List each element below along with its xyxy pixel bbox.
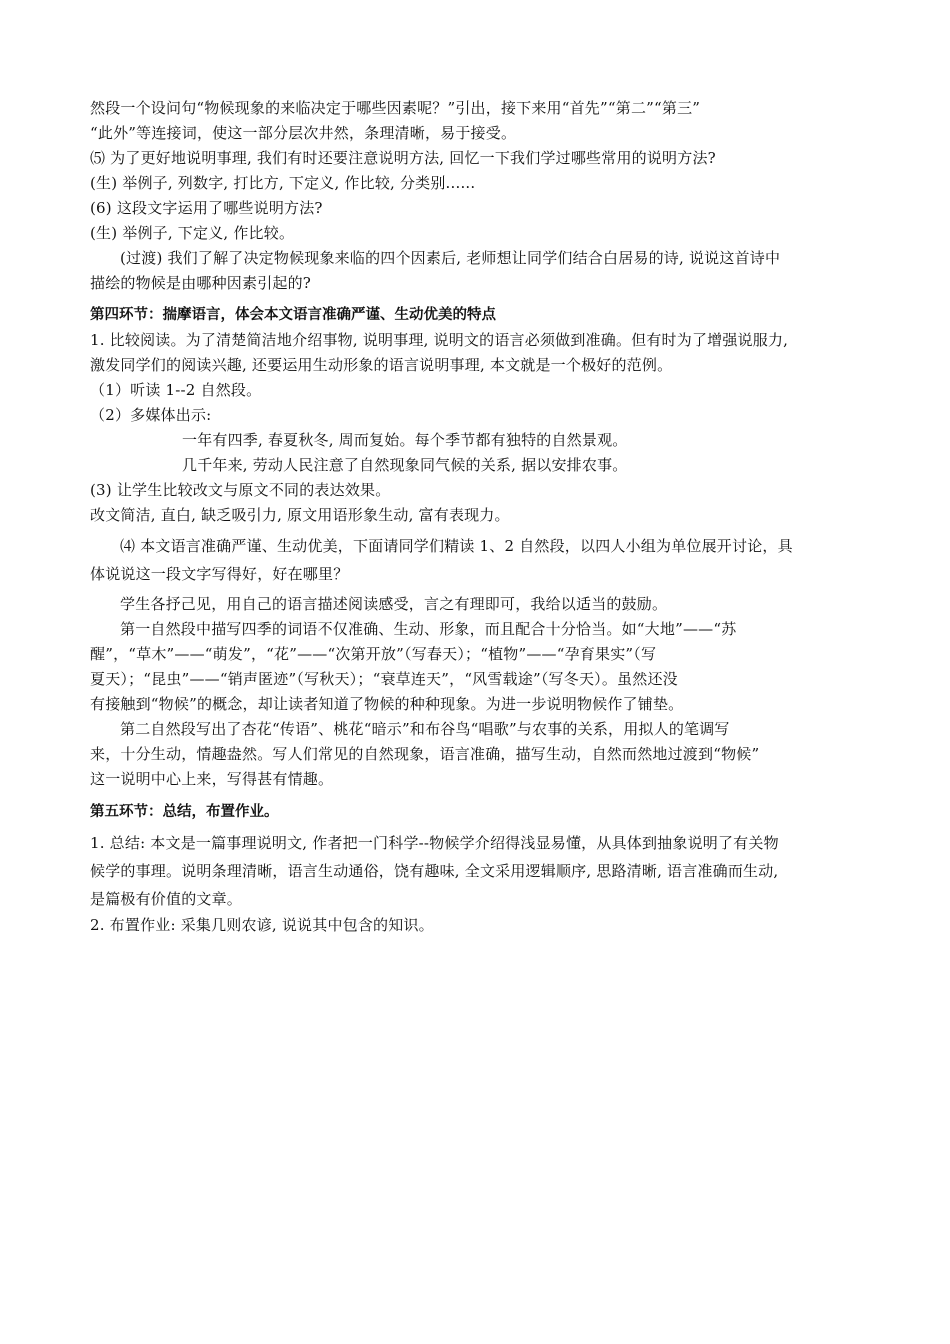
paragraph-line: 1. 总结: 本文是一篇事理说明文, 作者把一门科学--物候学介绍得浅显易懂，从具体到抽象说明了有关物 bbox=[90, 834, 779, 852]
transition-line: 描绘的物候是由哪种因素引起的? bbox=[90, 274, 312, 292]
paragraph-line: 是篇极有价值的文章。 bbox=[90, 890, 243, 908]
list-item: （1）听读 1--2 自然段。 bbox=[90, 381, 262, 399]
list-item: (3) 让学生比较改文与原文不同的表达效果。 bbox=[90, 481, 391, 499]
document-page bbox=[90, 96, 862, 938]
quoted-text-line: 一年有四季, 春夏秋冬, 周而复始。每个季节都有独特的自然景观。 bbox=[182, 431, 628, 449]
list-item: （2）多媒体出示: bbox=[90, 406, 212, 424]
paragraph-line: 然段一个设问句“物候现象的来临决定于哪些因素呢？”引出，接下来用“首先”“第二”“第三” bbox=[90, 99, 701, 117]
paragraph-line: 学生各抒己见，用自己的语言描述阅读感受，言之有理即可，我给以适当的鼓励。 bbox=[120, 595, 668, 613]
transition-line: (过渡) 我们了解了决定物候现象来临的四个因素后, 老师想让同学们结合白居易的诗, 说说这首诗中 bbox=[120, 249, 781, 267]
paragraph-line: 2. 布置作业: 采集几则农谚, 说说其中包含的知识。 bbox=[90, 916, 434, 934]
paragraph-line: 有接触到“物候”的概念，却让读者知道了物候的种种现象。为进一步说明物候作了铺垫。 bbox=[90, 695, 684, 713]
paragraph-line: 醒”，“草木”——“萌发”，“花”——“次第开放”（写春天）；“植物”——“孕育果实”（写 bbox=[90, 645, 657, 663]
paragraph-line: 第一自然段中描写四季的词语不仅准确、生动、形象，而且配合十分恰当。如“大地”——“苏 bbox=[120, 620, 737, 638]
paragraph-line: 激发同学们的阅读兴趣, 还要运用生动形象的语言说明事理, 本文就是一个极好的范例。 bbox=[90, 356, 673, 374]
paragraph-line: 改文简洁, 直白, 缺乏吸引力, 原文用语形象生动, 富有表现力。 bbox=[90, 506, 510, 524]
paragraph-line: “此外”等连接词，使这一部分层次井然，条理清晰，易于接受。 bbox=[90, 124, 517, 142]
quoted-text-line: 几千年来, 劳动人民注意了自然现象同气候的关系, 据以安排农事。 bbox=[182, 456, 628, 474]
paragraph-line: 1. 比较阅读。为了清楚简洁地介绍事物, 说明事理, 说明文的语言必须做到准确。但有时为了增强说服力, bbox=[90, 331, 789, 349]
paragraph-line: 来，十分生动，情趣盎然。写人们常见的自然现象，语言准确，描写生动，自然而然地过渡到“物候” bbox=[90, 745, 760, 763]
paragraph-line: ⑷ 本文语言准确严谨、生动优美，下面请同学们精读 1、2 自然段，以四人小组为单位展开讨论，具 bbox=[120, 537, 793, 555]
question-line: ⑸ 为了更好地说明事理, 我们有时还要注意说明方法, 回忆一下我们学过哪些常用的说明方法? bbox=[90, 149, 716, 167]
paragraph-line: 候学的事理。说明条理清晰，语言生动通俗，饶有趣味, 全文采用逻辑顺序, 思路清晰, 语言准确而生动, bbox=[90, 862, 779, 880]
section-four-heading: 第四环节：揣摩语言，体会本文语言准确严谨、生动优美的特点 bbox=[90, 307, 496, 323]
paragraph-line: 体说说这一段文字写得好，好在哪里？ bbox=[90, 565, 349, 583]
paragraph-line: 夏天）；“昆虫”——“销声匿迹”（写秋天）；“衰草连天”，“风雪载途”（写冬天）。虽然还没 bbox=[90, 670, 678, 688]
answer-line: (生) 举例子, 列数字, 打比方, 下定义, 作比较, 分类别...... bbox=[90, 174, 476, 192]
question-line: (6) 这段文字运用了哪些说明方法? bbox=[90, 199, 323, 217]
paragraph-line: 这一说明中心上来，写得甚有情趣。 bbox=[90, 770, 334, 788]
section-five-heading: 第五环节：总结，布置作业。 bbox=[90, 804, 279, 820]
answer-line: (生) 举例子, 下定义, 作比较。 bbox=[90, 224, 295, 242]
paragraph-line: 第二自然段写出了杏花“传语”、桃花“暗示”和布谷鸟“唱歌”与农事的关系，用拟人的笔调写 bbox=[120, 720, 730, 738]
